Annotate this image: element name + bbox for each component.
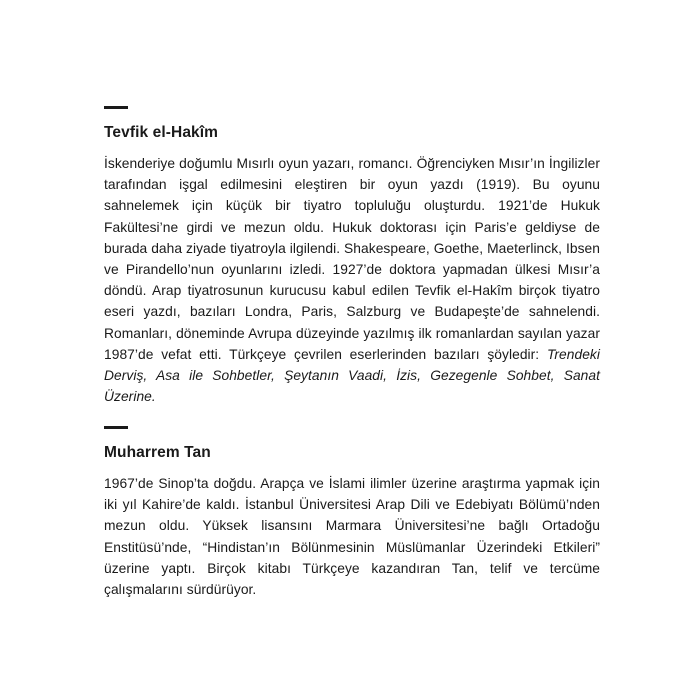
author-name: Muharrem Tan bbox=[104, 444, 211, 461]
section-divider bbox=[104, 106, 128, 109]
author-bio-muharrem-tan bbox=[104, 426, 600, 600]
page bbox=[104, 0, 600, 700]
translated-works: Trendeki Derviş, Asa ile Sohbetler, Şeytanın Vaadi, İzis, Gezegenle Sohbet, Sanat Üzerine. bbox=[104, 346, 600, 405]
section-divider bbox=[104, 426, 128, 429]
author-bio-tevfik-el-hakim bbox=[104, 106, 600, 407]
bio-body: 1967’de Sinop’ta doğdu. Arapça ve İslami ilimler üzerine araştırma yapmak için iki yıl Kahire’de kaldı. İstanbul Üniversitesi Arap Dili ve Edebiyatı Bölümü’nden mezun oldu. Yüksek lisansını Marmara Üniversitesi’ne bağlı Ortadoğu Enstitüsü’nde, “Hindistan’ın Bölünmesinin Müslümanlar Üzerindeki Etkileri” üzerine yaptı. Birçok kitabı Türkçeye kazandıran Tan, telif ve tercüme çalışmalarını sürdürüyor. bbox=[104, 476, 600, 598]
author-bio-text bbox=[104, 153, 600, 407]
bio-body: İskenderiye doğumlu Mısırlı oyun yazarı, romancı. Öğrenciyken Mısır’ın İngilizler tarafından işgal edilmesini eleştiren bir oyun yazdı (1919). Bu oyunu sahnelemek için küçük bir tiyatro topluluğu oluşturdu. 1921’de Hukuk Fakültesi’ne girdi ve mezun oldu. Hukuk doktorası için Paris’e geldiyse de burada daha ziyade tiyatroyla ilgilendi. Shakespeare, Goethe, Maeterlinck, Ibsen ve Pirandello’nun oyunlarını izledi. 1927’de doktora yapmadan ülkesi Mısır’a döndü. Arap tiyatrosunun kurucusu kabul edilen Tevfik el-Hakîm birçok tiyatro eseri yazdı, bazıları Londra, Paris, Salzburg ve Budapeşte’de sahnelendi. Romanları, döneminde Avrupa düzeyinde yazılmış ilk romanlardan sayılan yazar 1987’de vefat etti. Türkçeye çevrilen eserlerinden bazıları şöyledir: bbox=[104, 156, 600, 362]
author-bio-text bbox=[104, 473, 600, 600]
author-name: Tevfik el-Hakîm bbox=[104, 124, 219, 141]
